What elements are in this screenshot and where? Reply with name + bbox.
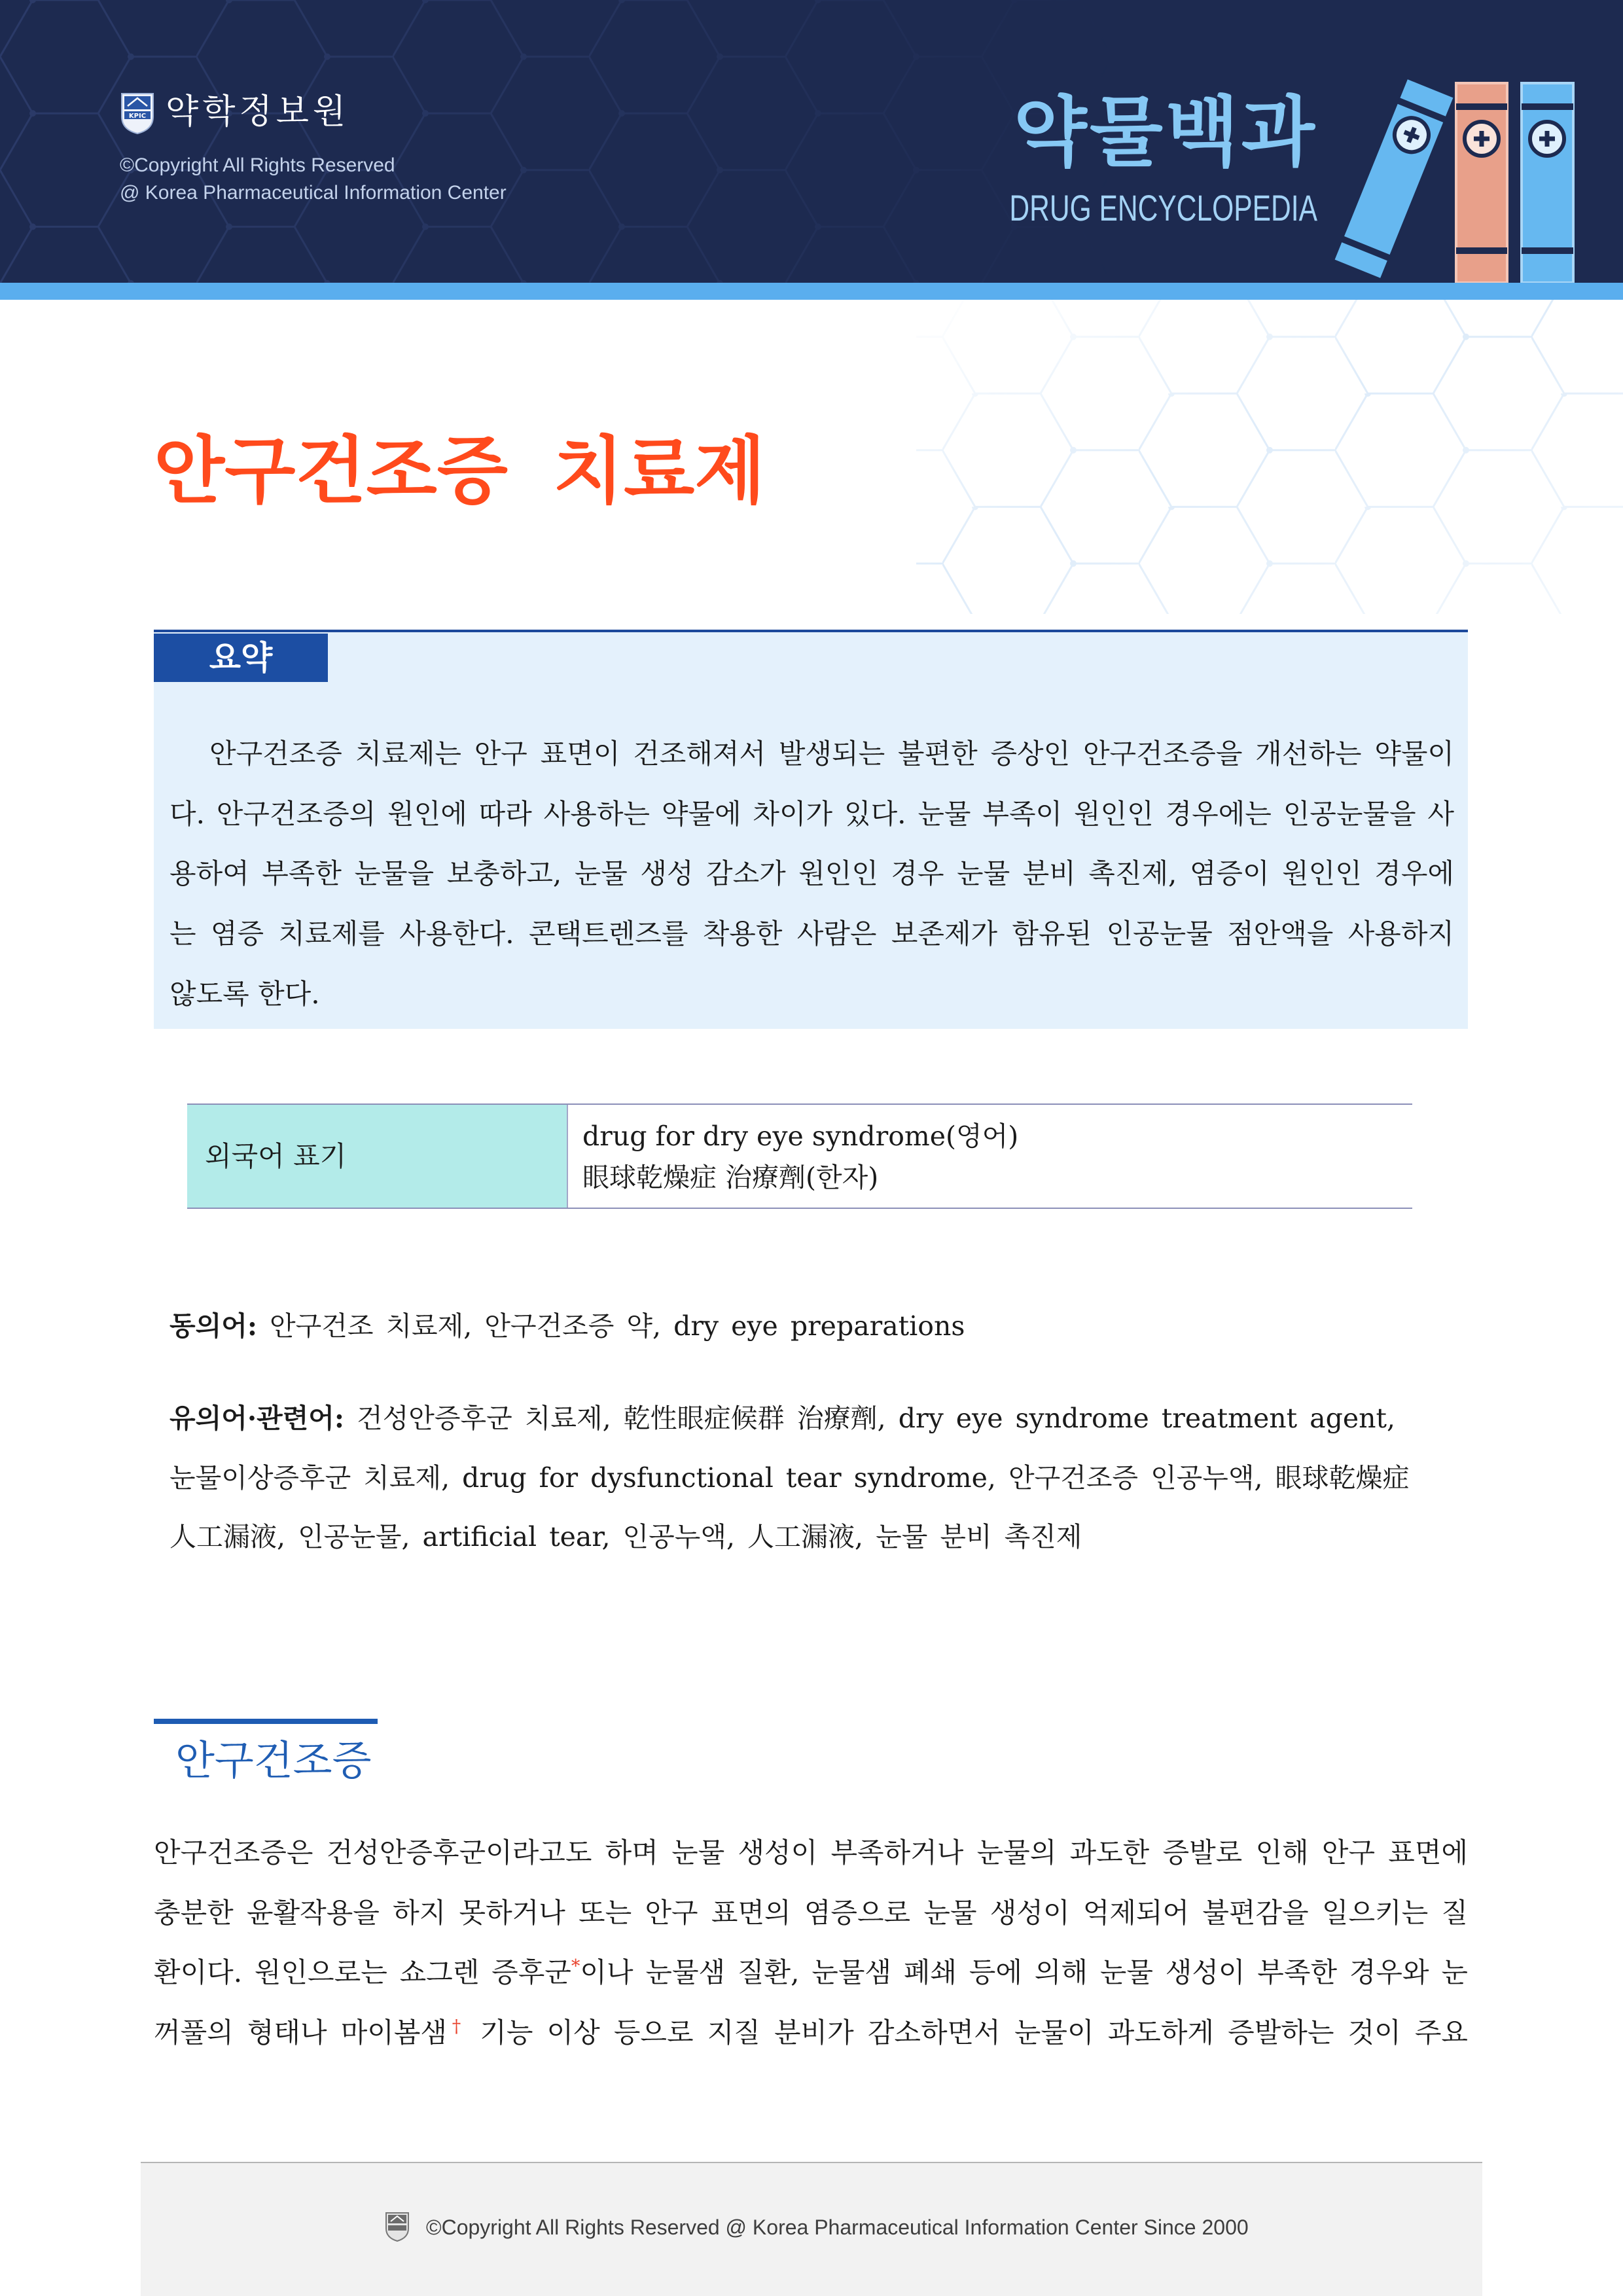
- synonyms-row: [169, 1297, 965, 1356]
- foreign-notation-values: [582, 1116, 1018, 1198]
- foreign-notation-label: 외국어 표기: [205, 1140, 347, 1172]
- body-text: 기능 이상 등으로 지질 분비가 감소하면서 눈물이 과도하게 증발하는 것이 주요: [466, 2017, 1469, 2049]
- synonyms-text: 안구건조 치료제, 안구건조증 약, dry eye preparations: [270, 1310, 965, 1342]
- body-line: [154, 1943, 1468, 2003]
- header-banner: [0, 0, 1623, 283]
- related-terms-label: 유의어·관련어:: [169, 1403, 345, 1434]
- hexagon-pattern-light: [916, 300, 1623, 614]
- related-terms-line: 눈물이상증후군 치료제, drug for dysfunctional tear syndrome, 안구건조증 인공누액, 眼球乾燥症: [169, 1462, 1410, 1494]
- kpic-emblem-icon: [385, 2212, 410, 2242]
- brand-subtitle: DRUG ENCYCLOPEDIA: [1009, 187, 1317, 228]
- logo-lettering: KPIC: [128, 113, 147, 120]
- summary-line: 용하여 부족한 눈물을 보충하고, 눈물 생성 감소가 원인인 경우 눈물 분비 촉진제, 염증이 원인인 경우에: [169, 857, 1454, 890]
- tilted-book: [1334, 78, 1455, 279]
- body-text: 꺼풀의 형태나 마이봄샘: [154, 2017, 448, 2049]
- section-heading: 안구건조증: [175, 1736, 372, 1784]
- brand-title: 약물백과: [1013, 88, 1317, 177]
- section-body: [154, 1823, 1468, 2063]
- related-terms-line: [169, 1389, 1410, 1448]
- summary-text: [169, 724, 1454, 1024]
- body-text: 이나 눈물샘 질환, 눈물샘 폐쇄 등에 의해 눈물 생성이 부족한 경우와 눈: [580, 1956, 1468, 1989]
- org-name: 약학정보원: [166, 92, 350, 132]
- summary-label: 요약: [154, 634, 328, 682]
- footer-copyright: ©Copyright All Rights Reserved @ Korea Pharmaceutical Information Center Since 2000: [426, 2215, 1249, 2239]
- summary-box: [154, 630, 1468, 1029]
- header-copyright-line1: ©Copyright All Rights Reserved: [120, 154, 395, 176]
- header-copyright-line2: @ Korea Pharmaceutical Information Center: [120, 182, 507, 204]
- summary-line: 않도록 한다.: [169, 977, 320, 1010]
- summary-line: 안구건조증 치료제는 안구 표면이 건조해져서 발생되는 불편한 증상인 안구건조증을 개선하는 약물이: [209, 738, 1454, 770]
- page-title: 안구건조증 치료제: [154, 429, 766, 514]
- foreign-notation-english: drug for dry eye syndrome(영어): [582, 1121, 1019, 1152]
- kpic-emblem-icon: [120, 92, 155, 135]
- salmon-book: [1456, 83, 1507, 283]
- header-accent-strip: [0, 283, 1623, 300]
- foreign-notation-hanja: 眼球乾燥症 治療劑(한자): [582, 1162, 879, 1193]
- summary-line: 다. 안구건조증의 원인에 따라 사용하는 약물에 차이가 있다. 눈물 부족이 원인인 경우에는 인공눈물을 사: [169, 797, 1454, 830]
- page-footer: [141, 2162, 1482, 2296]
- blue-book: [1522, 83, 1573, 283]
- footnote-mark: *: [571, 1956, 580, 1977]
- section-divider: [154, 1719, 378, 1724]
- related-terms: [169, 1389, 1410, 1567]
- foreign-notation-label-cell: [187, 1105, 568, 1208]
- footnote-mark: †: [447, 2017, 467, 2037]
- body-text: 환이다. 원인으로는 쇼그렌 증후군: [154, 1956, 571, 1989]
- books-illustration: [1329, 72, 1590, 283]
- synonyms-label: 동의어:: [169, 1310, 257, 1342]
- related-terms-line: 人工漏液, 인공눈물, artificial tear, 인공누액, 人工漏液, 눈물 분비 촉진제: [169, 1521, 1082, 1552]
- body-line: 안구건조증은 건성안증후군이라고도 하며 눈물 생성이 부족하거나 눈물의 과도한 증발로 인해 안구 표면에: [154, 1837, 1468, 1869]
- foreign-notation-table: [187, 1103, 1412, 1209]
- related-terms-text: 건성안증후군 치료제, 乾性眼症候群 治療劑, dry eye syndrome treatment agent,: [357, 1403, 1395, 1434]
- body-line: [154, 2003, 1468, 2063]
- body-line: 충분한 윤활작용을 하지 못하거나 또는 안구 표면의 염증으로 눈물 생성이 억제되어 불편감을 일으키는 질: [154, 1896, 1468, 1929]
- summary-line: 는 염증 치료제를 사용한다. 콘택트렌즈를 착용한 사람은 보존제가 함유된 인공눈물 점안액을 사용하지: [169, 918, 1454, 950]
